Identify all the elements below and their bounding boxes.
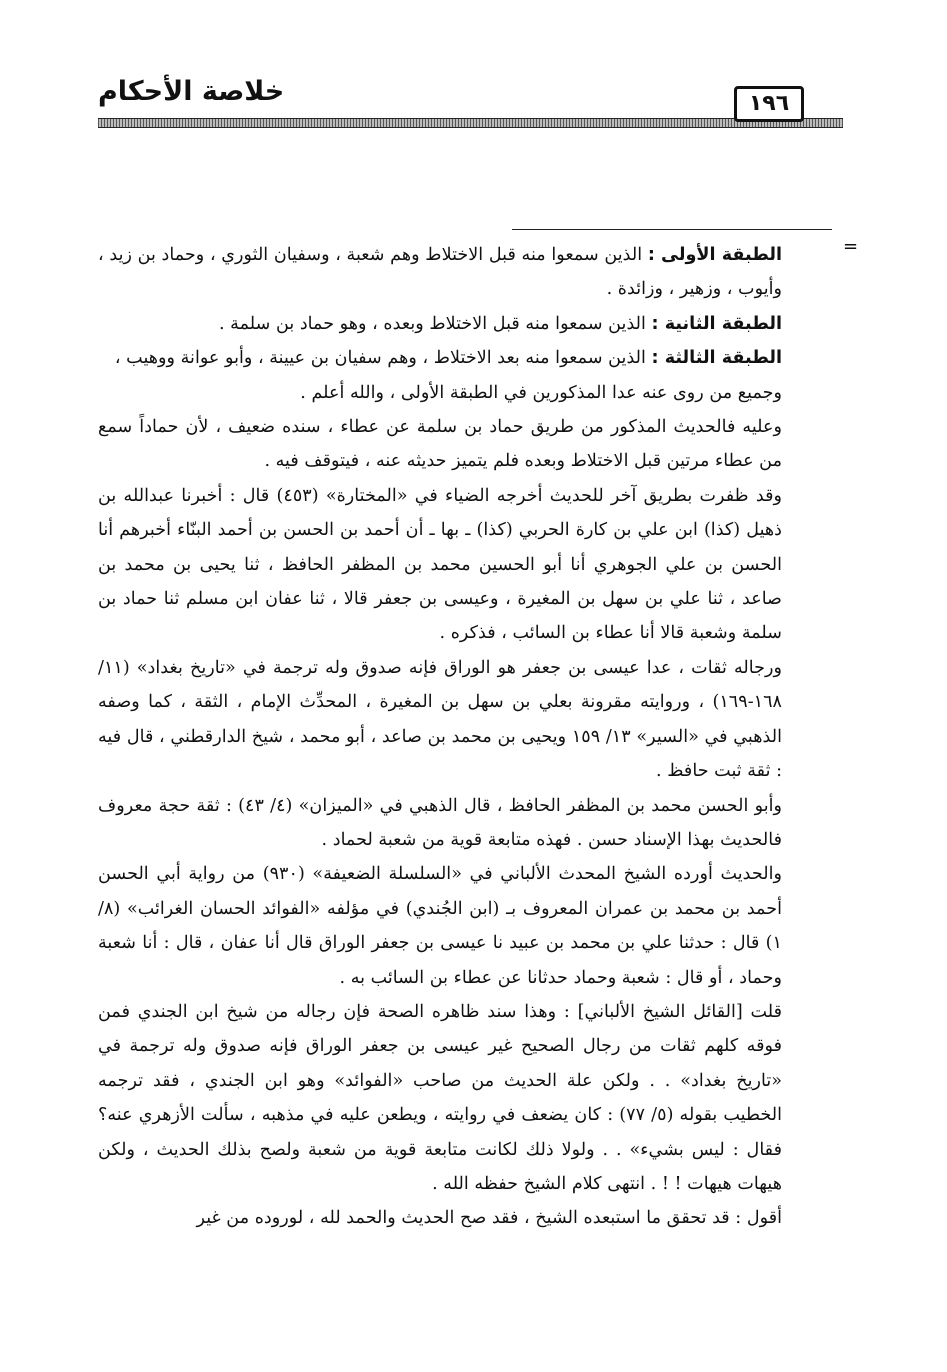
paragraph-albani-quote: قلت [القائل الشيخ الألباني] : وهذا سند ظاهره الصحة فإن رجاله من شيخ ابن الجندي فمن فوقه كلهم ثقات من رجال الصحيح غير عيسى بن جعفر الوراق فإنه صدوق وله ترجمة في «تاريخ بغداد» . . ولكن علة الحديث من صاحب «الفوائد» وهو ابن الجندي ، فقد ترجمه الخطيب بقوله (٥/ ٧٧) : كان يضعف في روايته ، ويطعن عليه في مذهبه ، سألت الأزهري عنه؟ فقال : ليس بشيء» . . ولولا ذلك لكانت متابعة قوية من شعبة ولصح بذلك الحديث ، ولكن هيهات هيهات ! ! . انتهى كلام الشيخ حفظه الله . (98, 1001, 782, 1194)
paragraph-diya-route: وقد ظفرت بطريق آخر للحديث أخرجه الضياء في «المختارة» (٤٥٣) قال : أخبرنا عبدالله بن ذهيل (كذا) ابن علي بن كارة الحربي (كذا) ـ بها ـ أن أحمد بن الحسن بن أحمد البنّاء أخبرهم أنا الحسن بن علي الجوهري أنا أبو الحسين محمد بن المظفر الحافظ ، ثنا يحيى بن محمد بن صاعد ، ثنا علي بن سهل بن المغيرة ، وعيسى بن جعفر قالا ، ثنا عفان ابن مسلم ثنا حماد بن سلمة وشعبة قالا أنا عطاء بن السائب ، فذكره . (98, 485, 783, 644)
header-rule (98, 118, 843, 128)
label-tabaqa-1: الطبقة الأولى : (647, 245, 782, 265)
paragraph-tabaqa-2 (98, 307, 782, 341)
page-number: ١٩٦ (734, 86, 804, 122)
text-tabaqa-1: الذين سمعوا منه قبل الاختلاط وهم شعبة ، وسفيان الثوري ، وحماد بن زيد ، وأيوب ، وزهير ، وزائدة . (98, 245, 782, 300)
paragraph-ibn-muzaffar: وأبو الحسن محمد بن المظفر الحافظ ، قال الذهبي في «الميزان» (٤/ ٤٣) : ثقة حجة معروف فالحديث بهذا الإسناد حسن . فهذه متابعة قوية من شعبة لحماد . (98, 795, 782, 850)
label-tabaqa-3: الطبقة الثالثة : (651, 348, 782, 369)
paragraph-narrators: ورجاله ثقات ، عدا عيسى بن جعفر هو الوراق فإنه صدوق وله ترجمة في «تاريخ بغداد» (١١/ ١٦٨-١٦٩) ، وروايته مقرونة بعلي بن سهل بن المغيرة ، المحدِّث الإمام ، الثقة ، كما وصفه الذهبي في «السير» ١٣/ ١٥٩ ويحيى بن محمد بن صاعد ، أبو محمد ، شيخ الدارقطني ، قال فيه : ثقة ثبت حافظ . (98, 657, 782, 782)
footnote-body (98, 238, 782, 1236)
paragraph-author-comment: أقول : قد تحقق ما استبعده الشيخ ، فقد صح الحديث والحمد لله ، لوروده من غير (196, 1208, 782, 1229)
label-tabaqa-2: الطبقة الثانية : (651, 313, 782, 334)
page-header (98, 76, 843, 132)
text-tabaqa-3: الذين سمعوا منه بعد الاختلاط ، وهم سفيان بن عيينة ، وأبو عوانة ووهيب ، (114, 348, 646, 369)
text-tabaqa-2: الذين سمعوا منه قبل الاختلاط وبعده ، وهو حماد بن سلمة . (219, 313, 646, 334)
footnote-separator (512, 229, 832, 230)
paragraph-conclusion: وعليه فالحديث المذكور من طريق حماد بن سلمة عن عطاء ، سنده ضعيف ، لأن حماداً سمع من عطاء مرتين قبل الاختلاط وبعده فلم يتميز حديثه عنه ، فيتوقف فيه . (98, 417, 782, 472)
paragraph-tabaqa-3-cont: وجميع من روى عنه عدا المذكورين في الطبقة الأولى ، والله أعلم . (300, 382, 782, 403)
continuation-mark: = (843, 236, 859, 257)
paragraph-tabaqa-1 (98, 238, 782, 307)
paragraph-albani: والحديث أورده الشيخ المحدث الألباني في «السلسلة الضعيفة» (٩٣٠) من رواية أبي الحسن أحمد بن محمد بن عمران المعروف بـ (ابن الجُندي) في مؤلفه «الفوائد الحسان الغرائب» (٨/ ١) قال : حدثنا علي بن محمد بن عبيد نا عيسى بن جعفر الوراق قال أنا عفان ، قال : أنا شعبة وحماد ، أو قال : شعبة وحماد حدثانا عن عطاء بن السائب به . (98, 864, 782, 988)
paragraph-tabaqa-3 (98, 341, 782, 375)
header-title: خلاصة الأحكام (98, 76, 285, 107)
